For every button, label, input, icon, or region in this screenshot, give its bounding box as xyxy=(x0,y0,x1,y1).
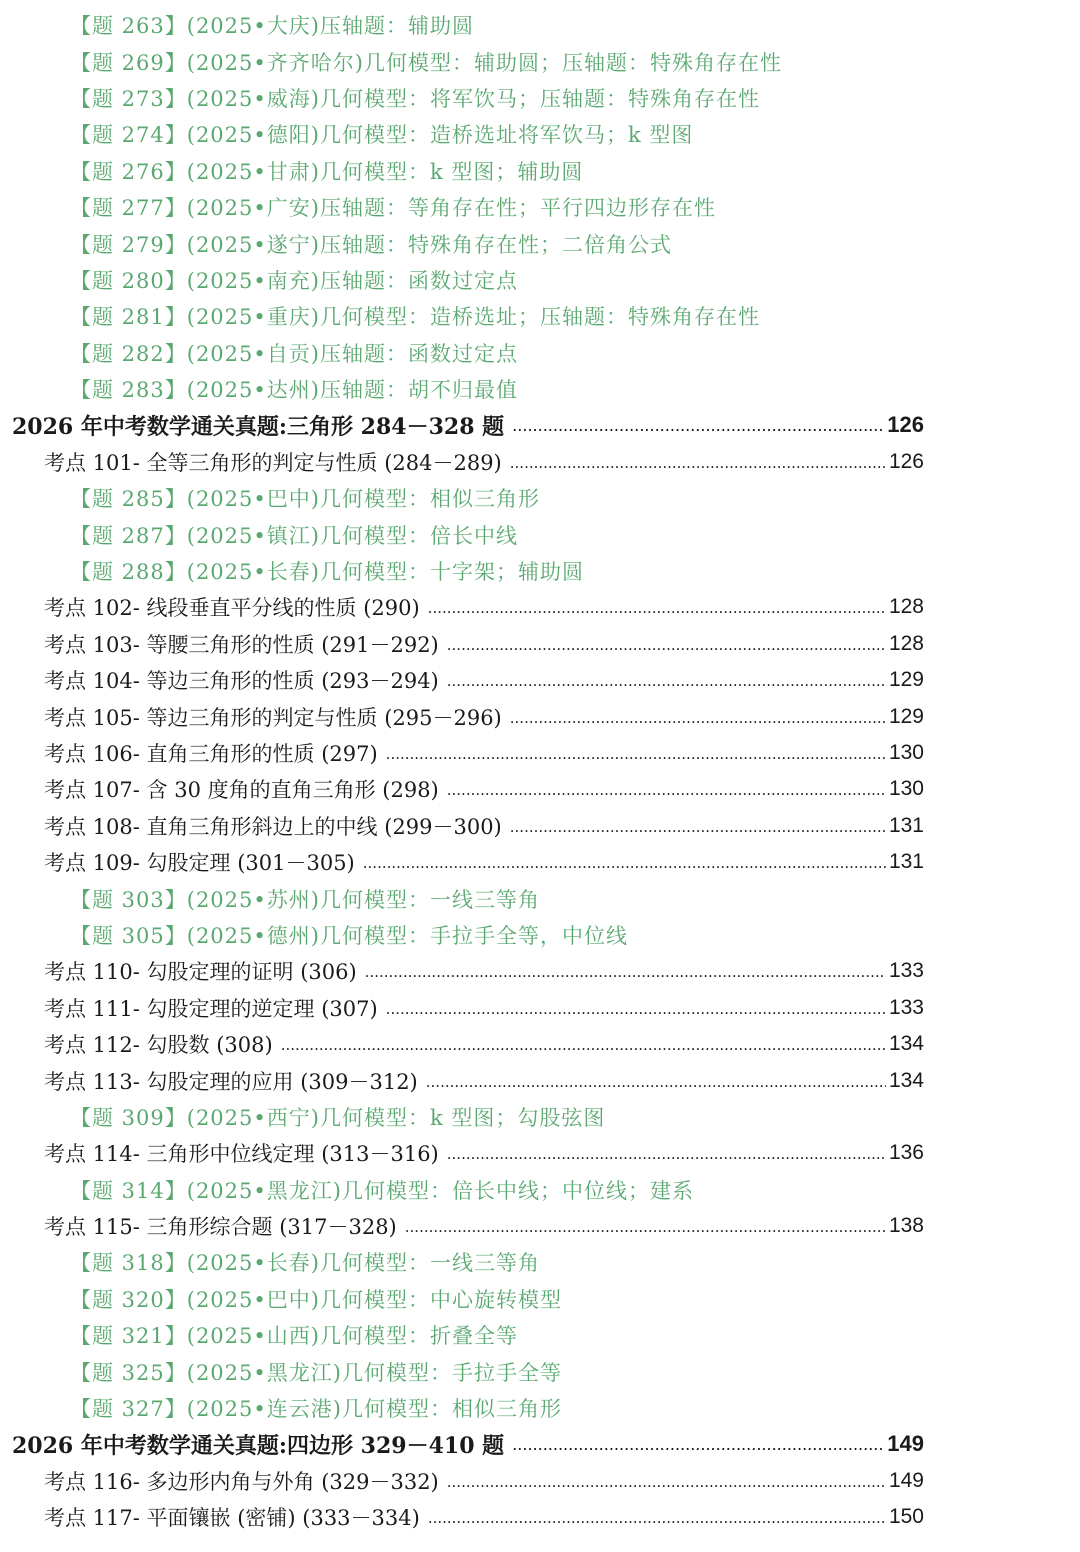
problem-entry-text: 【题 279】(2025•遂宁)压轴题：特殊角存在性；二倍角公式 xyxy=(70,232,672,257)
topic-title: 考点 110- 勾股定理的证明 (306) xyxy=(44,960,357,985)
dot-leader xyxy=(512,413,884,437)
dot-leader xyxy=(365,959,886,983)
page-number: 126 xyxy=(887,412,924,438)
topic-entry xyxy=(0,953,1080,989)
problem-entry-text: 【题 276】(2025•甘肃)几何模型：k 型图；辅助圆 xyxy=(70,159,584,184)
topic-title: 考点 111- 勾股定理的逆定理 (307) xyxy=(44,996,378,1021)
page-number: 149 xyxy=(887,1431,924,1457)
problem-entry xyxy=(0,917,1080,953)
dot-leader xyxy=(428,595,886,619)
page-number: 134 xyxy=(888,1032,924,1056)
topic-title: 考点 116- 多边形内角与外角 (329－332) xyxy=(44,1469,439,1494)
chapter-entry xyxy=(0,407,1080,443)
problem-entry-text: 【题 309】(2025•西宁)几何模型：k 型图；勾股弦图 xyxy=(70,1105,606,1130)
topic-title: 考点 117- 平面镶嵌 (密铺) (333－334) xyxy=(44,1506,420,1531)
problem-entry-text: 【题 325】(2025•黑龙江)几何模型：手拉手全等 xyxy=(70,1360,562,1385)
topic-title: 考点 103- 等腰三角形的性质 (291－292) xyxy=(44,632,439,657)
topic-title: 考点 107- 含 30 度角的直角三角形 (298) xyxy=(44,778,439,803)
topic-entry xyxy=(0,844,1080,880)
problem-entry xyxy=(0,480,1080,516)
dot-leader xyxy=(447,668,886,692)
problem-entry xyxy=(0,80,1080,116)
problem-entry xyxy=(0,1244,1080,1280)
topic-title: 考点 105- 等边三角形的判定与性质 (295－296) xyxy=(44,705,502,730)
dot-leader xyxy=(512,1432,884,1456)
topic-entry xyxy=(0,1463,1080,1499)
dot-leader xyxy=(510,450,886,474)
topic-title: 考点 112- 勾股数 (308) xyxy=(44,1033,273,1058)
chapter-title: 2026 年中考数学通关真题:四边形 329－410 题 xyxy=(12,1432,505,1459)
table-of-contents xyxy=(0,7,1080,1535)
topic-entry xyxy=(0,589,1080,625)
problem-entry-text: 【题 287】(2025•镇江)几何模型：倍长中线 xyxy=(70,523,518,548)
dot-leader xyxy=(447,1141,886,1165)
dot-leader xyxy=(426,1069,886,1093)
page-number: 131 xyxy=(888,813,924,837)
dot-leader xyxy=(428,1505,886,1529)
topic-entry xyxy=(0,990,1080,1026)
topic-entry xyxy=(0,1208,1080,1244)
problem-entry-text: 【题 274】(2025•德阳)几何模型：造桥选址将军饮马；k 型图 xyxy=(70,123,694,148)
topic-title: 考点 115- 三角形综合题 (317－328) xyxy=(44,1215,397,1240)
problem-entry-text: 【题 283】(2025•达州)压轴题：胡不归最值 xyxy=(70,378,518,403)
topic-entry xyxy=(0,1026,1080,1062)
problem-entry xyxy=(0,335,1080,371)
problem-entry xyxy=(0,225,1080,261)
topic-title: 考点 113- 勾股定理的应用 (309－312) xyxy=(44,1069,418,1094)
dot-leader xyxy=(447,777,886,801)
problem-entry xyxy=(0,116,1080,152)
topic-entry xyxy=(0,698,1080,734)
problem-entry xyxy=(0,189,1080,225)
topic-entry xyxy=(0,771,1080,807)
problem-entry xyxy=(0,1281,1080,1317)
topic-title: 考点 104- 等边三角形的性质 (293－294) xyxy=(44,669,439,694)
problem-entry xyxy=(0,298,1080,334)
problem-entry xyxy=(0,153,1080,189)
problem-entry-text: 【题 327】(2025•连云港)几何模型：相似三角形 xyxy=(70,1397,562,1422)
problem-entry xyxy=(0,7,1080,43)
problem-entry xyxy=(0,1317,1080,1353)
problem-entry-text: 【题 314】(2025•黑龙江)几何模型：倍长中线；中位线；建系 xyxy=(70,1178,694,1203)
page-number: 129 xyxy=(888,668,924,692)
topic-title: 考点 102- 线段垂直平分线的性质 (290) xyxy=(44,596,420,621)
problem-entry-text: 【题 318】(2025•长春)几何模型：一线三等角 xyxy=(70,1251,540,1276)
problem-entry-text: 【题 277】(2025•广安)压轴题：等角存在性；平行四边形存在性 xyxy=(70,196,716,221)
topic-title: 考点 106- 直角三角形的性质 (297) xyxy=(44,742,378,766)
problem-entry-text: 【题 320】(2025•巴中)几何模型：中心旋转模型 xyxy=(70,1287,562,1312)
dot-leader xyxy=(386,996,886,1020)
problem-entry xyxy=(0,553,1080,589)
dot-leader xyxy=(405,1214,886,1238)
problem-entry-text: 【题 321】(2025•山西)几何模型：折叠全等 xyxy=(70,1324,518,1349)
topic-entry xyxy=(0,1062,1080,1098)
problem-entry xyxy=(0,516,1080,552)
page-number: 136 xyxy=(888,1141,924,1165)
problem-entry xyxy=(0,262,1080,298)
problem-entry-text: 【题 303】(2025•苏州)几何模型：一线三等角 xyxy=(70,887,540,912)
page-number: 150 xyxy=(888,1505,924,1529)
problem-entry xyxy=(0,43,1080,79)
page-number: 128 xyxy=(888,631,924,655)
topic-title: 考点 108- 直角三角形斜边上的中线 (299－300) xyxy=(44,814,502,839)
dot-leader xyxy=(447,632,886,656)
dot-leader xyxy=(510,705,886,729)
topic-entry xyxy=(0,444,1080,480)
page-number: 126 xyxy=(888,449,924,473)
problem-entry xyxy=(0,371,1080,407)
page-number: 130 xyxy=(888,741,924,764)
problem-entry-text: 【题 282】(2025•自贡)压轴题：函数过定点 xyxy=(70,341,518,366)
page-number: 133 xyxy=(888,995,924,1019)
topic-entry xyxy=(0,808,1080,844)
problem-entry-text: 【题 285】(2025•巴中)几何模型：相似三角形 xyxy=(70,487,540,512)
problem-entry xyxy=(0,1390,1080,1426)
problem-entry-text: 【题 263】(2025•大庆)压轴题：辅助圆 xyxy=(70,14,474,39)
problem-entry-text: 【题 269】(2025•齐齐哈尔)几何模型：辅助圆；压轴题：特殊角存在性 xyxy=(70,50,782,75)
topic-title: 考点 109- 勾股定理 (301－305) xyxy=(44,851,355,876)
topic-title: 考点 101- 全等三角形的判定与性质 (284－289) xyxy=(44,450,502,475)
problem-entry xyxy=(0,1172,1080,1208)
problem-entry xyxy=(0,1353,1080,1389)
page-number: 134 xyxy=(888,1068,924,1092)
problem-entry-text: 【题 280】(2025•南充)压轴题：函数过定点 xyxy=(70,268,518,293)
topic-entry xyxy=(0,735,1080,771)
page-number: 131 xyxy=(888,850,924,874)
topic-entry xyxy=(0,1135,1080,1171)
chapter-entry xyxy=(0,1426,1080,1462)
topic-title: 考点 114- 三角形中位线定理 (313－316) xyxy=(44,1142,439,1167)
problem-entry-text: 【题 288】(2025•长春)几何模型：十字架；辅助圆 xyxy=(70,560,584,585)
problem-entry-text: 【题 305】(2025•德州)几何模型：手拉手全等，中位线 xyxy=(70,923,628,948)
problem-entry-text: 【题 273】(2025•威海)几何模型：将军饮马；压轴题：特殊角存在性 xyxy=(70,86,760,111)
topic-entry xyxy=(0,662,1080,698)
problem-entry xyxy=(0,1099,1080,1135)
page-number: 138 xyxy=(888,1214,924,1238)
page-number: 128 xyxy=(888,595,924,619)
dot-leader xyxy=(363,850,886,874)
dot-leader xyxy=(281,1032,886,1056)
problem-entry xyxy=(0,880,1080,916)
page-number: 149 xyxy=(888,1468,924,1492)
dot-leader xyxy=(510,814,886,838)
topic-entry xyxy=(0,1499,1080,1535)
page-number: 133 xyxy=(888,959,924,983)
page-number: 129 xyxy=(888,704,924,728)
dot-leader xyxy=(386,741,886,765)
topic-entry xyxy=(0,626,1080,662)
page-number: 130 xyxy=(888,777,924,801)
dot-leader xyxy=(447,1469,886,1493)
problem-entry-text: 【题 281】(2025•重庆)几何模型：造桥选址；压轴题：特殊角存在性 xyxy=(70,305,760,330)
chapter-title: 2026 年中考数学通关真题:三角形 284－328 题 xyxy=(12,413,505,440)
